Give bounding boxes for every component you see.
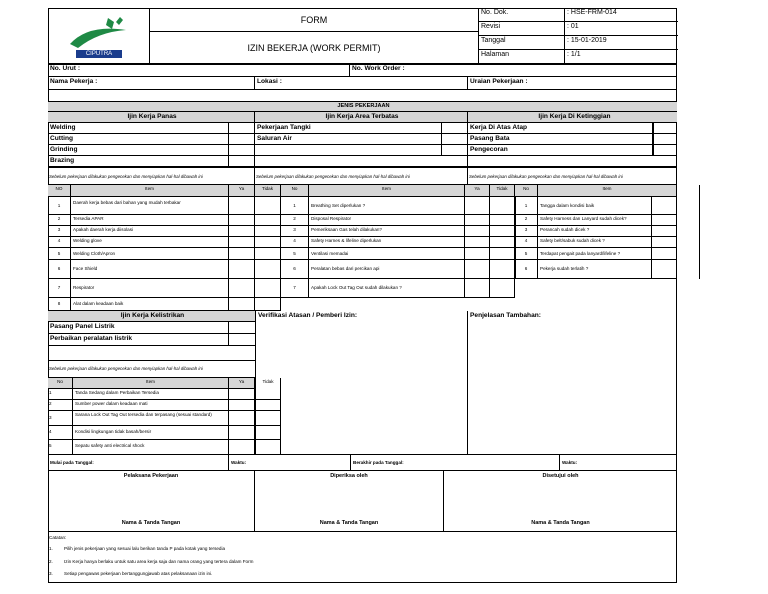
ya-checkbox[interactable] xyxy=(229,260,255,278)
checklist-item: Pekerja sudah terlatih ? xyxy=(538,260,652,278)
item-no: 4 xyxy=(281,237,309,247)
col-item: Item xyxy=(538,185,677,196)
type-checkbox[interactable] xyxy=(229,322,255,333)
checklist-item: Tersedia APAR xyxy=(71,215,229,225)
logo-cell xyxy=(48,8,150,64)
form-label: FORM xyxy=(150,8,478,32)
ya-checkbox[interactable] xyxy=(229,215,255,225)
type-checkbox-row[interactable]: Perbaikan peralatan listrik xyxy=(48,334,229,345)
meta-value: : 1/1 xyxy=(567,51,581,58)
col-tidak: Tidak xyxy=(255,185,281,196)
ya-checkbox[interactable] xyxy=(465,215,490,225)
col-item: Item xyxy=(309,185,465,196)
type-checkbox-row[interactable]: Pengecoran xyxy=(468,145,653,155)
tidak-checkbox[interactable] xyxy=(255,197,281,214)
item-no: 6 xyxy=(515,260,538,278)
tidak-checkbox[interactable] xyxy=(255,440,281,454)
checklist-item: Tangga dalam kondisi baik xyxy=(538,197,652,214)
type-checkbox-row[interactable]: Pasang Panel Listrik xyxy=(48,322,229,333)
checklist-item: Breathing Set diperlukan ? xyxy=(309,197,465,214)
checklist-item: Safety belt/sabuk sudah dicek ? xyxy=(538,237,652,247)
uraian-pekerjaan-field[interactable]: Uraian Pekerjaan : xyxy=(470,78,528,85)
checklist-item: Terdapat pengait pada lanyard/lifeline ? xyxy=(538,248,652,259)
tidak-checkbox[interactable] xyxy=(255,215,281,225)
item-no: 5 xyxy=(48,440,73,454)
col-ya: Ya xyxy=(465,185,490,196)
checklist-item: Welding Cloth/Apron xyxy=(71,248,229,259)
signature-box[interactable] xyxy=(444,471,677,531)
verifikasi-label: Verifikasi Atasan / Pemberi Izin: xyxy=(258,312,358,319)
meta-label: Halaman xyxy=(479,50,565,64)
item-no: 2 xyxy=(48,215,71,225)
col-no: NO xyxy=(48,185,71,196)
tidak-checkbox[interactable] xyxy=(490,197,515,214)
type-checkbox[interactable] xyxy=(229,334,255,345)
item-no: 3 xyxy=(281,226,309,236)
waktu-mulai-field[interactable]: Waktu: xyxy=(229,455,351,470)
tidak-checkbox[interactable] xyxy=(255,279,281,297)
type-checkbox-row[interactable]: Pekerjaan Tangki xyxy=(255,123,442,133)
tidak-checkbox[interactable] xyxy=(255,226,281,236)
item-no: 2 xyxy=(515,215,538,225)
ya-checkbox[interactable] xyxy=(229,426,255,439)
type-checkbox-row[interactable]: Pasang Bata xyxy=(468,134,653,144)
checklist-item: Face Shield xyxy=(71,260,229,278)
checklist-item: Safety Harness dan Lanyard sudah dicek? xyxy=(538,215,652,225)
mulai-tanggal-field[interactable]: Mulai pada Tanggal: xyxy=(48,455,229,470)
item-no: 3 xyxy=(515,226,538,236)
no-urut-field[interactable]: No. Urut : xyxy=(48,64,350,76)
checklist-item: Apakah daerah kerja diisolasi xyxy=(71,226,229,236)
item-no: 1 xyxy=(281,197,309,214)
tidak-checkbox[interactable] xyxy=(490,226,515,236)
meta-label: Revisi xyxy=(479,22,565,35)
item-no: 1 xyxy=(48,389,73,399)
meta-label: No. Dok. xyxy=(479,8,565,21)
jenis-pekerjaan-title: JENIS PEKERJAAN xyxy=(48,102,677,112)
type-checkbox-row[interactable]: Kerja Di Atas Atap xyxy=(468,123,653,133)
item-no: 5 xyxy=(515,248,538,259)
item-no: 5 xyxy=(281,248,309,259)
type-checkbox[interactable] xyxy=(442,134,468,144)
item-no: 8 xyxy=(48,298,71,310)
ya-checkbox[interactable] xyxy=(229,400,255,410)
item-no: 3 xyxy=(48,226,71,236)
checklist-block xyxy=(48,197,677,311)
signature-role: Pelaksana Pekerjaan xyxy=(123,473,179,479)
tidak-checkbox[interactable] xyxy=(255,389,281,399)
item-no: 5 xyxy=(48,248,71,259)
tidak-checkbox[interactable] xyxy=(490,215,515,225)
ya-checkbox[interactable] xyxy=(229,279,255,297)
nama-pekerja-field[interactable]: Nama Pekerja : xyxy=(48,77,255,89)
checklist-item: Respirator xyxy=(71,279,229,297)
checklist-item: Ventilasi memadai xyxy=(309,248,465,259)
checklist-item: Sepatu safety anti electrical shock xyxy=(73,440,229,454)
type-checkbox-row[interactable]: Saluran Air xyxy=(255,134,442,144)
signature-caption: Nama & Tanda Tangan xyxy=(319,520,379,526)
checklist-item: Welding glove xyxy=(71,237,229,247)
ya-checkbox[interactable] xyxy=(465,237,490,247)
checklist-item: Safety Harnes & lifeline diperlukan xyxy=(309,237,465,247)
col-no: No xyxy=(281,185,309,196)
type-checkbox[interactable] xyxy=(229,123,255,133)
ya-checkbox[interactable] xyxy=(652,260,677,278)
waktu-berakhir-field[interactable]: Waktu: xyxy=(562,460,578,465)
ya-checkbox[interactable] xyxy=(229,411,255,425)
item-no: 1 xyxy=(48,197,71,214)
item-no: 7 xyxy=(48,279,71,297)
listrik-instruction: Sebelum pekerjaan dilakukan pengecekan dan menyiapkan hal-hal dibawah ini xyxy=(48,361,255,378)
type-checkbox[interactable] xyxy=(229,134,255,144)
tidak-checkbox[interactable] xyxy=(255,298,281,310)
logo-text: CIPUTRA xyxy=(85,51,113,57)
ya-checkbox[interactable] xyxy=(229,237,255,247)
panas-instruction: Sebelum pekerjaan dilakukan pengecekan dan menyiapkan hal-hal dibawah ini xyxy=(48,168,255,184)
berakhir-tanggal-field[interactable]: Berakhir pada Tanggal: xyxy=(351,455,560,470)
signature-caption: Nama & Tanda Tangan xyxy=(531,520,590,526)
doc-meta xyxy=(478,8,677,64)
item-no: 7 xyxy=(281,279,309,297)
note-text: Pilih jenis pekerjaan yang sesuai lalu berikan tanda P pada kotak yang tersedia xyxy=(64,546,226,551)
ya-checkbox[interactable] xyxy=(465,226,490,236)
notes-title: Catatan: xyxy=(49,535,67,540)
item-no: 3 xyxy=(48,411,73,425)
col-ya: Ya xyxy=(229,185,255,196)
signature-caption: Nama & Tanda Tangan xyxy=(121,520,181,526)
signature-area xyxy=(48,471,677,532)
ya-checkbox[interactable] xyxy=(652,197,677,214)
note-no: 3. xyxy=(49,571,53,576)
item-no: 4 xyxy=(48,237,71,247)
ketinggian-title: Ijin Kerja Di Ketinggian xyxy=(538,113,611,120)
ya-checkbox[interactable] xyxy=(652,237,677,247)
ya-checkbox[interactable] xyxy=(229,389,255,399)
col-tidak: Tidak xyxy=(490,185,515,196)
no-work-order-field[interactable]: No. Work Order : xyxy=(352,65,405,72)
note-text: Setiap pengawas pekerjaan bertanggungjawab atas pelaksanaan izin ini. xyxy=(64,571,213,576)
penjelasan-label: Penjelasan Tambahan: xyxy=(470,312,541,319)
listrik-checklist xyxy=(48,389,281,454)
ya-checkbox[interactable] xyxy=(652,248,677,259)
ya-checkbox[interactable] xyxy=(229,226,255,236)
type-checkbox-row[interactable]: Welding xyxy=(48,123,229,133)
tidak-checkbox[interactable] xyxy=(255,400,281,410)
checklist-item: Tanda Sedang dalam Perbaikan Tersedia xyxy=(73,389,229,399)
tidak-checkbox[interactable] xyxy=(255,237,281,247)
type-checkbox-row[interactable]: Cutting xyxy=(48,134,229,144)
checklist-item: Sarana Lock Out Tag Out tersedia dan terpasang (sesuai standard) xyxy=(73,411,229,425)
lokasi-field[interactable]: Lokasi : xyxy=(255,77,468,89)
tidak-checkbox[interactable] xyxy=(490,248,515,259)
tidak-checkbox[interactable] xyxy=(255,248,281,259)
panas-title: Ijin Kerja Panas xyxy=(48,112,255,122)
checklist-item: Kondisi lingkungan tidak basah/bersir xyxy=(73,426,229,439)
item-no: 2 xyxy=(48,400,73,410)
meta-value: : HSE-FRM-014 xyxy=(567,9,617,16)
ya-checkbox[interactable] xyxy=(465,260,490,278)
tidak-checkbox[interactable] xyxy=(490,260,515,278)
signature-box[interactable] xyxy=(48,471,255,531)
type-checkbox[interactable] xyxy=(229,145,255,155)
col-tidak: Tidak xyxy=(262,379,274,384)
work-type-rows xyxy=(48,123,677,167)
signature-role: Diperiksa oleh xyxy=(330,473,368,479)
ya-checkbox[interactable] xyxy=(465,197,490,214)
listrik-title: Ijin Kerja Kelistrikan xyxy=(48,311,255,322)
checklist-item: Daerah kerja bebas dari bahan yang mudah terbakar xyxy=(71,197,229,214)
type-checkbox[interactable] xyxy=(442,123,468,133)
ketinggian-instruction: Sebelum pekerjaan dilakukan pengecekan dan menyiapkan hal-hal dibawah ini xyxy=(469,174,623,179)
tidak-checkbox[interactable] xyxy=(255,426,281,439)
meta-value: : 15-01-2019 xyxy=(567,37,607,44)
ya-checkbox[interactable] xyxy=(465,279,490,297)
type-checkbox[interactable] xyxy=(229,156,255,166)
checklist-item: Apakah Lock Out Tag Out sudah dilakukan ? xyxy=(309,279,465,297)
item-no: 6 xyxy=(281,260,309,278)
terbatas-title: Ijin Kerja Area Terbatas xyxy=(255,112,468,122)
checklist-item: Pemeriksaan Gas telah dilakukan? xyxy=(309,226,465,236)
note-no: 1. xyxy=(49,546,53,551)
type-checkbox-row[interactable]: Grinding xyxy=(48,145,229,155)
meta-label: Tanggal xyxy=(479,36,565,49)
checklist-item: Perancah sudah dicek ? xyxy=(538,226,652,236)
tidak-checkbox[interactable] xyxy=(255,260,281,278)
checklist-item: Sumber power dalam keadaan mati xyxy=(73,400,229,410)
checklist-item: Alat dalam keadaan baik xyxy=(71,298,229,310)
ya-checkbox[interactable] xyxy=(229,298,255,310)
checklist-item: Disposal Respirator xyxy=(309,215,465,225)
terbatas-instruction: Sebelum pekerjaan dilakukan pengecekan dan menyiapkan hal-hal dibawah ini xyxy=(255,168,468,184)
signature-role: Disetujui oleh xyxy=(542,473,579,479)
signature-box[interactable] xyxy=(255,471,444,531)
item-no: 2 xyxy=(281,215,309,225)
ya-checkbox[interactable] xyxy=(229,440,255,454)
meta-value: : 01 xyxy=(567,23,579,30)
checklist-item: Peralatan bebas dari percikan api xyxy=(309,260,465,278)
notes xyxy=(48,532,677,583)
col-no: No xyxy=(48,378,73,388)
form-title: IZIN BEKERJA (WORK PERMIT) xyxy=(247,43,381,53)
ya-checkbox[interactable] xyxy=(652,215,677,225)
item-no: 4 xyxy=(515,237,538,247)
item-no: 4 xyxy=(48,426,73,439)
ya-checkbox[interactable] xyxy=(652,226,677,236)
col-no: No xyxy=(515,185,538,196)
col-ya: Ya xyxy=(229,378,255,388)
item-no: 6 xyxy=(48,260,71,278)
tidak-checkbox[interactable] xyxy=(490,279,515,297)
note-text: Izin Kerja hanya berlaku untuk satu area kerja saja dan nama orang yang tertera dalam Form xyxy=(64,559,254,564)
ya-checkbox[interactable] xyxy=(229,248,255,259)
tidak-checkbox[interactable] xyxy=(255,411,281,425)
note-no: 2. xyxy=(49,559,53,564)
col-item: Item xyxy=(73,378,229,388)
tidak-checkbox[interactable] xyxy=(490,237,515,247)
ya-checkbox[interactable] xyxy=(229,197,255,214)
type-checkbox-row[interactable]: Brazing xyxy=(48,156,229,166)
item-no: 1 xyxy=(515,197,538,214)
col-item: Item xyxy=(71,185,229,196)
ya-checkbox[interactable] xyxy=(465,248,490,259)
